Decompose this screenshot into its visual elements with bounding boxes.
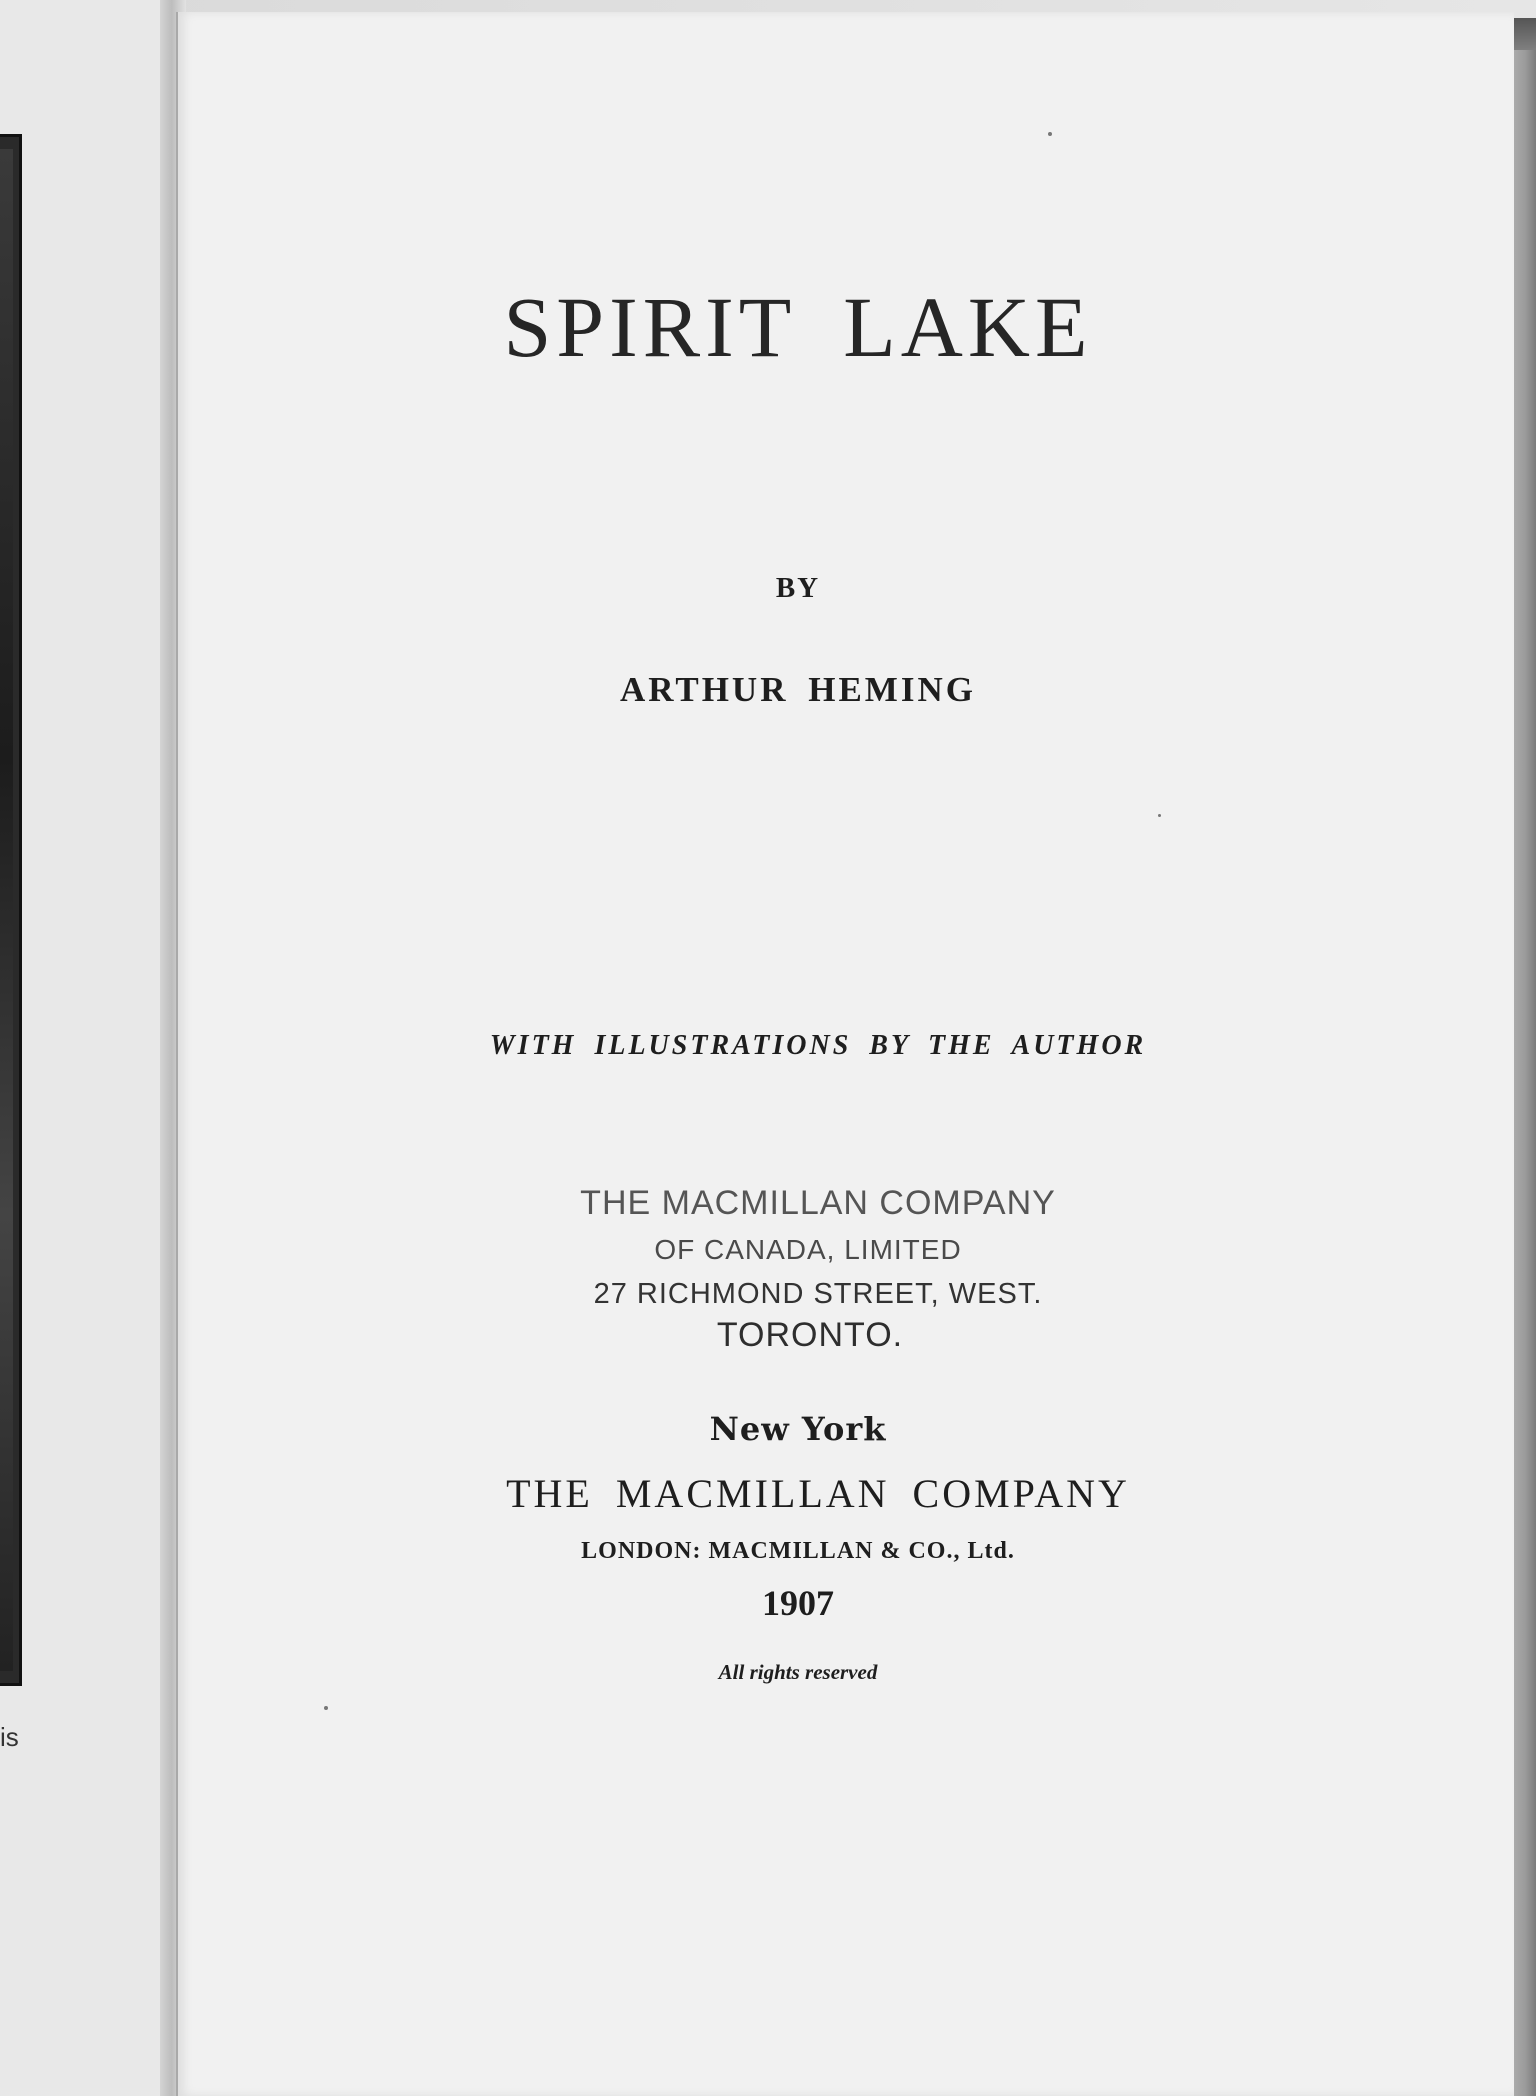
facing-page-caption-fragment: is: [0, 1722, 19, 1752]
frontispiece-plate: [0, 134, 22, 1686]
paper-speck: [1158, 814, 1161, 817]
rights-notice: All rights reserved: [718, 1660, 878, 1684]
paper-speck: [324, 1706, 328, 1710]
publisher-name: THE MACMILLAN COMPANY: [506, 1471, 1130, 1516]
by-line: BY: [775, 572, 821, 604]
facing-page: [0, 0, 178, 2096]
illustrations-note: WITH ILLUSTRATIONS BY THE AUTHOR: [489, 1030, 1147, 1061]
library-stamp-line: OF CANADA, LIMITED: [654, 1234, 962, 1265]
library-stamp-line: 27 RICHMOND STREET, WEST.: [593, 1278, 1043, 1310]
library-stamp-line: THE MACMILLAN COMPANY: [580, 1184, 1056, 1222]
book-title: SPIRIT LAKE: [503, 279, 1093, 375]
london-imprint: LONDON: MACMILLAN & CO., Ltd.: [581, 1538, 1015, 1564]
publication-year: 1907: [762, 1583, 834, 1623]
library-stamp-line: TORONTO.: [716, 1316, 904, 1354]
title-page: [176, 12, 1514, 2096]
author-name: ARTHUR HEMING: [620, 670, 976, 709]
publication-place: New York: [709, 1410, 887, 1448]
paper-speck: [1048, 132, 1052, 136]
